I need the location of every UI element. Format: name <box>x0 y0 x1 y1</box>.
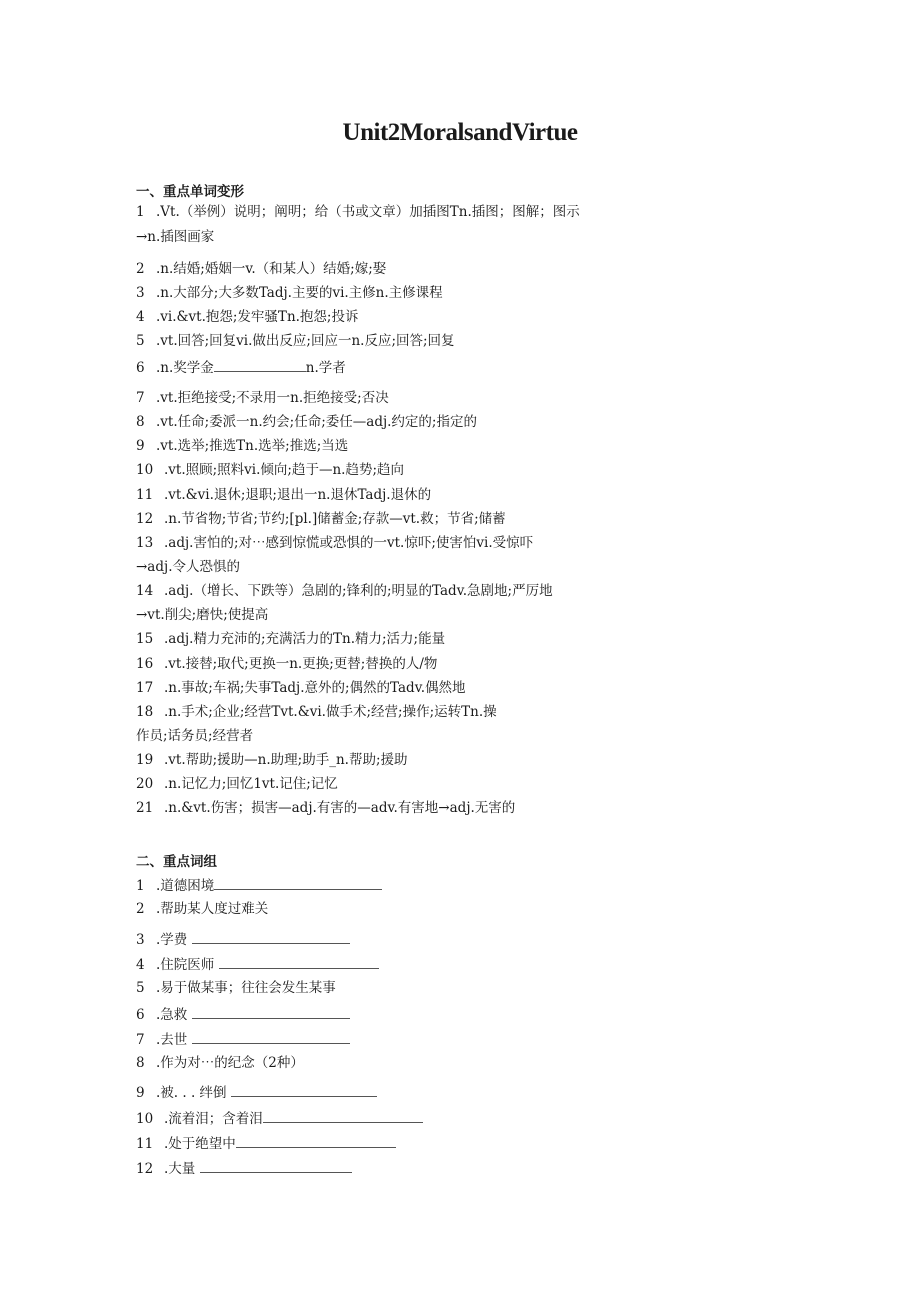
word-item-16: 16 .vt.接替;取代;更换一n.更换;更替;替换的人/物 <box>136 656 438 672</box>
phrase-item-10: 10 .流着泪；含着泪 <box>136 1108 423 1128</box>
word-item-21: 21 .n.&vt.伤害；损害—adj.有害的—adv.有害地→adj.无害的 <box>136 800 516 816</box>
phrase-item-3: 3 .学费 <box>136 929 350 949</box>
answer-blank[interactable] <box>192 1004 350 1019</box>
answer-blank[interactable] <box>263 1108 423 1123</box>
answer-blank[interactable] <box>214 875 382 890</box>
answer-blank[interactable] <box>214 357 306 372</box>
word-item-20: 20 .n.记忆力;回忆1vt.记住;记忆 <box>136 776 338 792</box>
answer-blank[interactable] <box>200 1158 352 1173</box>
word-item-17: 17 .n.事故;车祸;失事Tadj.意外的;偶然的Tadv.偶然地 <box>136 680 466 696</box>
phrase-item-1: 1 .道德困境 <box>136 875 382 895</box>
word-item-6: 6 .n.奖学金 n.学者 <box>136 357 346 377</box>
word-item-15: 15 .adj.精力充沛的;充满活力的Tn.精力;活力;能量 <box>136 631 446 647</box>
phrase-item-6: 6 .急救 <box>136 1004 350 1024</box>
page-title: Unit2MoralsandVirtue <box>342 119 578 146</box>
section-heading-phrases: 二、重点词组 <box>136 854 217 870</box>
word-item-13: 13 .adj.害怕的;对⋯感到惊慌或恐惧的一vt.惊吓;使害怕vi.受惊吓 <box>136 535 534 551</box>
answer-blank[interactable] <box>231 1082 377 1097</box>
answer-blank[interactable] <box>219 954 379 969</box>
phrase-item-2: 2 .帮助某人度过难关 <box>136 901 269 917</box>
phrase-item-5: 5 .易于做某事；往往会发生某事 <box>136 980 336 996</box>
word-item-5: 5 .vt.回答;回复vi.做出反应;回应一n.反应;回答;回复 <box>136 333 455 349</box>
word-item-18-continued: 作员;话务员;经营者 <box>136 728 254 744</box>
word-item-1: 1 .Vt.（举例）说明；阐明；给（书或文章）加插图Tn.插图；图解；图示 <box>136 204 580 220</box>
word-item-4: 4 .vi.&vt.抱怨;发牢骚Tn.抱怨;投诉 <box>136 309 359 325</box>
word-item-18: 18 .n.手术;企业;经营Tvt.&vi.做手术;经营;操作;运转Tn.操 <box>136 704 497 720</box>
phrase-item-11: 11 .处于绝望中 <box>136 1133 396 1153</box>
word-item-8: 8 .vt.任命;委派一n.约会;任命;委任—adj.约定的;指定的 <box>136 414 477 430</box>
phrase-item-8: 8 .作为对⋯的纪念（2种） <box>136 1055 304 1071</box>
answer-blank[interactable] <box>236 1133 396 1148</box>
word-item-3: 3 .n.大部分;大多数Tadj.主要的vi.主修n.主修课程 <box>136 285 443 301</box>
word-item-2: 2 .n.结婚;婚姻一v.（和某人）结婚;嫁;娶 <box>136 261 387 277</box>
word-item-10: 10 .vt.照顾;照料vi.倾向;趋于—n.趋势;趋向 <box>136 462 405 478</box>
word-item-19: 19 .vt.帮助;援助—n.助理;助手_n.帮助;援助 <box>136 752 408 768</box>
word-item-14: 14 .adj.（增长、下跌等）急剧的;锋利的;明显的Tadv.急剧地;严厉地 <box>136 583 553 599</box>
word-item-1-continued: →n.插图画家 <box>136 229 215 245</box>
answer-blank[interactable] <box>192 1029 350 1044</box>
phrase-item-7: 7 .去世 <box>136 1029 350 1049</box>
word-item-11: 11 .vt.&vi.退休;退职;退出一n.退休Tadj.退休的 <box>136 487 432 503</box>
section-heading-words: 一、重点单词变形 <box>136 184 244 200</box>
word-item-13-continued: →adj.令人恐惧的 <box>136 559 240 575</box>
word-item-12: 12 .n.节省物;节省;节约;[pl.]储蓄金;存款—vt.救；节省;储蓄 <box>136 511 506 527</box>
phrase-item-9: 9 .被. . . 绊倒 <box>136 1082 377 1102</box>
word-item-7: 7 .vt.拒绝接受;不录用一n.拒绝接受;否决 <box>136 390 389 406</box>
answer-blank[interactable] <box>192 929 350 944</box>
phrase-item-12: 12 .大量 <box>136 1158 352 1178</box>
phrase-item-4: 4 .住院医师 <box>136 954 379 974</box>
word-item-9: 9 .vt.选举;推选Tn.选举;推选;当选 <box>136 438 349 454</box>
word-item-14-continued: →vt.削尖;磨快;使提高 <box>136 607 269 623</box>
